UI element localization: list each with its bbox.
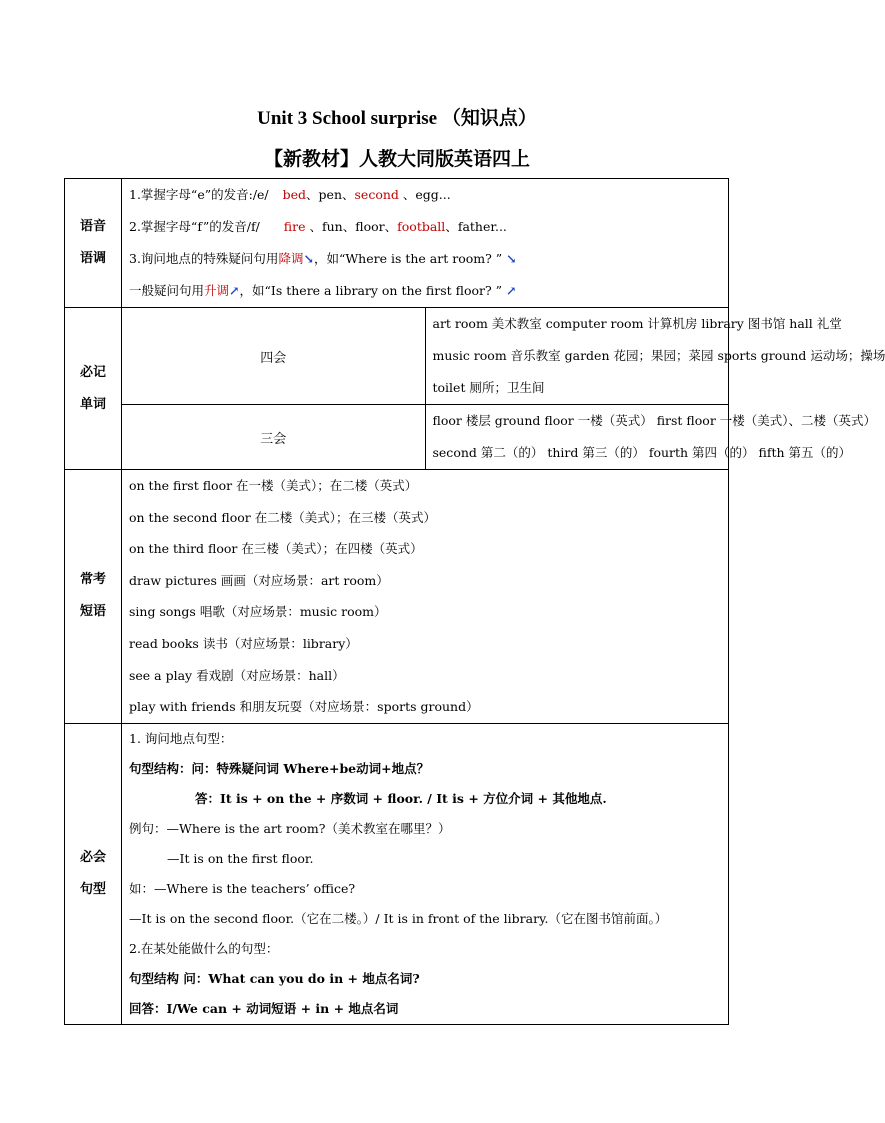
vocab-four-line: music room 音乐教室 garden 花园；果园；菜园 sports ground 运动场；操场: [432, 348, 885, 363]
row-phrases: [65, 470, 729, 724]
sentence-structure: 句型结构：问：特殊疑问词 Where+be动词+地点？: [129, 760, 430, 776]
falling-arrow-icon: ↘: [303, 251, 314, 266]
pron-e-line: 1.掌握字母“e”的发音:/e/ bed、pen、second 、egg...: [129, 187, 451, 202]
vocab-three-line: floor 楼层 ground floor 一楼（英式） first floor 一楼（美式）、二楼（英式）: [432, 413, 877, 428]
falling-arrow-icon: ↘: [506, 251, 517, 266]
category-pronunciation: 语音 语调: [65, 179, 122, 308]
sentence-answer: 答：It is + on the + 序数词 + floor. / It is + 方位介词 + 其他地点.: [195, 790, 607, 806]
phrase-line: on the third floor 在三楼（美式）；在四楼（英式）: [129, 541, 423, 557]
pron-rising-tone-line: 一般疑问句用升调↗，如“Is there a library on the first floor? ” ↗: [129, 283, 517, 298]
sentence-answer: 回答：I/We can + 动词短语 + in + 地点名词: [129, 1000, 399, 1016]
vocab-four-label: 四会: [122, 308, 426, 405]
sentence-example: —It is on the first floor.: [167, 850, 314, 866]
rising-arrow-icon: ↗: [229, 283, 240, 298]
phrase-line: read books 读书（对应场景：library）: [129, 635, 358, 651]
vocab-three-line: second 第二（的） third 第三（的） fourth 第四（的） fifth 第五（的）: [432, 445, 852, 460]
row-pronunciation: [65, 179, 729, 308]
phrase-line: on the first floor 在一楼（美式）；在二楼（英式）: [129, 478, 418, 493]
knowledge-table: [64, 178, 885, 1025]
vocab-four-line: art room 美术教室 computer room 计算机房 library 图书馆 hall 礼堂: [432, 316, 842, 331]
phrase-line: play with friends 和朋友玩耍（对应场景：sports ground）: [129, 699, 479, 715]
category-phrases: 常考 短语: [65, 470, 122, 724]
sentence-structure: 句型结构 问：What can you do in + 地点名词?: [129, 970, 420, 986]
sentence-line: 2.在某处能做什么的句型：: [129, 940, 279, 956]
pron-falling-tone-line: 3.询问地点的特殊疑问句用降调↘，如“Where is the art room? ” ↘: [129, 251, 517, 266]
vocab-three-label: 三会: [122, 405, 426, 470]
category-sentences: 必会 句型: [65, 723, 122, 1024]
category-vocabulary: 必记 单词: [65, 308, 122, 470]
rising-arrow-icon: ↗: [506, 283, 517, 298]
sentence-example: —It is on the second floor.（它在二楼。）/ It is in front of the library.（它在图书馆前面。）: [129, 910, 668, 926]
vocab-four-line: toilet 厕所；卫生间: [432, 380, 545, 395]
page-title: Unit 3 School surprise （知识点）: [257, 108, 537, 129]
sentence-line: 1. 询问地点句型：: [129, 730, 233, 746]
sentence-example: 例句：—Where is the art room?（美术教室在哪里？）: [129, 820, 451, 836]
row-sentences: [65, 723, 729, 1024]
phrase-line: draw pictures 画画（对应场景：art room）: [129, 572, 389, 588]
page-subtitle: 【新教材】人教大同版英语四上: [263, 148, 530, 170]
phrase-line: on the second floor 在二楼（美式）；在三楼（英式）: [129, 509, 436, 525]
phrase-line: sing songs 唱歌（对应场景：music room）: [129, 604, 387, 620]
pron-f-line: 2.掌握字母“f”的发音/f/ fire 、fun、floor、football、father...: [129, 219, 507, 234]
row-vocab-three: [65, 405, 729, 470]
phrase-line: see a play 看戏剧（对应场景：hall）: [129, 667, 345, 683]
sentence-example: 如：—Where is the teachers’ office?: [129, 880, 356, 896]
row-vocab-four: [65, 308, 729, 405]
